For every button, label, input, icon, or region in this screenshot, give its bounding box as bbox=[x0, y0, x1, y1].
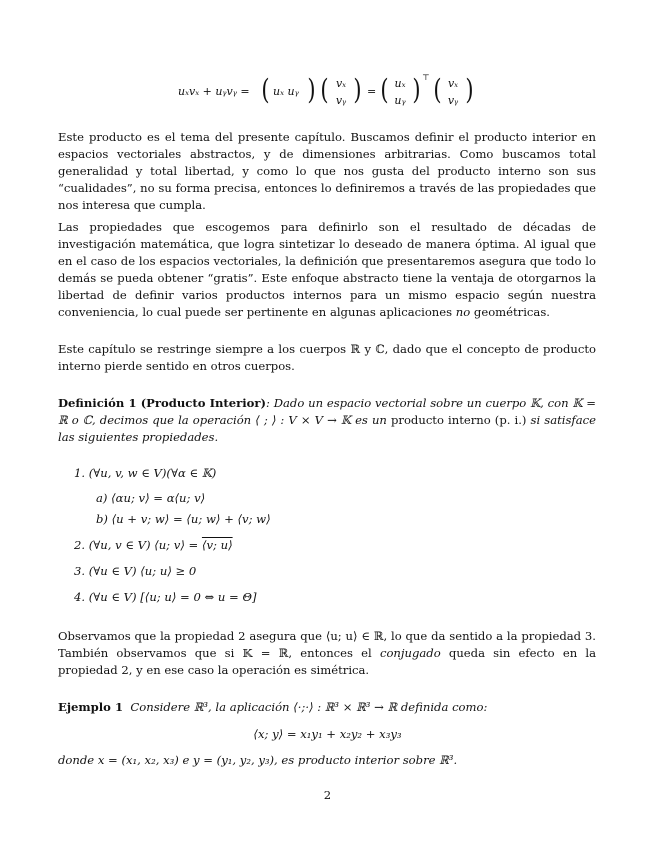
property-2 bbox=[74, 537, 233, 553]
example-heading: Ejemplo 1 bbox=[58, 700, 124, 714]
column-vector-u bbox=[389, 75, 411, 109]
definition-heading: Definición 1 (Producto Interior) bbox=[58, 396, 267, 410]
property-1b: b) ⟨u + v; w⟩ = ⟨u; w⟩ + ⟨v; w⟩ bbox=[96, 512, 271, 526]
example-1 bbox=[58, 699, 596, 716]
property-1a: a) ⟨αu; v⟩ = α⟨u; v⟩ bbox=[96, 491, 206, 505]
definition-term: producto interno (p. i.) bbox=[386, 412, 531, 427]
paragraph-intro: Este producto es el tema del presente capítulo. Buscamos definir el producto interior en espacios vectoriales abstractos, y de dimensiones arbitrarias. Como buscamos total generalidad y total libertad, y como lo que nos gusta del producto interno son sus “cualidades”, no su forma precisa, entonces lo definiremos a través de las propiedades que nos interesa que cumpla. bbox=[58, 130, 596, 212]
equation-dot-product bbox=[178, 74, 478, 110]
vector-entry: vᵧ bbox=[335, 94, 347, 107]
example-closing: donde x = (x₁, x₂, x₃) e y = (y₁, y₂, y₃), es producto interior sobre ℝ³. bbox=[58, 753, 458, 767]
paren-close: ) bbox=[353, 73, 362, 106]
paren-close: ) bbox=[307, 73, 316, 106]
property-3: 3. (∀u ∈ V) ⟨u; u⟩ ≥ 0 bbox=[74, 564, 197, 578]
paragraph-text: geométricas. bbox=[473, 304, 550, 319]
paragraph-properties bbox=[58, 219, 596, 320]
example-formula: ⟨x; y⟩ = x₁y₁ + x₂y₂ + x₃y₃ bbox=[253, 727, 402, 741]
paren-open: ( bbox=[320, 73, 329, 106]
property-text: 2. (∀u, v ∈ V) ⟨u; v⟩ = bbox=[74, 538, 202, 552]
page-number: 2 bbox=[323, 788, 332, 802]
row-vector: uₓ uᵧ bbox=[273, 85, 299, 98]
emphasis-no: no bbox=[455, 304, 471, 319]
paren-open: ( bbox=[433, 73, 442, 106]
example-text: Considere ℝ³, la aplicación ⟨·;·⟩ : ℝ³ × ℝ³ → ℝ definida como: bbox=[130, 700, 488, 714]
equation-lhs: uₓvₓ + uᵧvᵧ = bbox=[178, 85, 250, 98]
paragraph-text: queda sin efecto en la propiedad 2, y en ese caso la operación es simétrica. bbox=[58, 645, 596, 677]
paren-open: ( bbox=[380, 73, 389, 106]
paren-open: ( bbox=[261, 73, 270, 106]
transpose-symbol: ⊤ bbox=[422, 73, 430, 82]
vector-entry: vₓ bbox=[447, 77, 459, 90]
definition-text: : Dado un espacio vectorial sobre un cuerpo 𝕂, con 𝕂 = ℝ o ℂ, decimos que la operación ⟨ ; ⟩ : V × V → 𝕂 es un bbox=[58, 396, 596, 427]
definition-text: si satisface las siguientes propiedades. bbox=[58, 412, 596, 444]
property-1: 1. (∀u, v, w ∈ V)(∀α ∈ 𝕂) bbox=[74, 466, 217, 480]
conjugate-term: ⟨v; u⟩ bbox=[201, 538, 233, 552]
vector-entry: uᵧ bbox=[394, 94, 406, 107]
property-4: 4. (∀u ∈ V) [⟨u; u⟩ = 0 ⇔ u = Θ] bbox=[74, 590, 257, 604]
paren-close: ) bbox=[412, 73, 421, 106]
paragraph-observation bbox=[58, 628, 596, 679]
paragraph-text: Las propiedades que escogemos para definirlo son el resultado de décadas de investigación matemática, que logra sintetizar lo deseado de manera óptima. Al igual que en el caso de los espacios vectoriales, la definición que presentaremos asegura que todo lo demás se pueda obtener “gratis”. Este enfoque abstracto tiene la ventaja de otorgarnos la libertad de definir varios productos internos para un mismo espacio según nuestra conveniencia, lo cual puede ser pertinente en algunas aplicaciones bbox=[58, 220, 596, 319]
column-vector-v bbox=[442, 75, 464, 109]
vector-entry: vₓ bbox=[335, 77, 347, 90]
vector-entry: uₓ bbox=[394, 77, 406, 90]
emphasis-conjugado: conjugado bbox=[379, 645, 441, 660]
paragraph-fields: Este capítulo se restringe siempre a los cuerpos ℝ y ℂ, dado que el concepto de producto interno pierde sentido en otros cuerpos. bbox=[58, 342, 596, 373]
paren-close: ) bbox=[465, 73, 474, 106]
paragraph-text: Observamos que la propiedad 2 asegura que ⟨u; u⟩ ∈ ℝ, lo que da sentido a la propiedad 3. También observamos que si 𝕂 = ℝ, entonces el bbox=[58, 629, 596, 660]
vector-entry: vᵧ bbox=[447, 94, 459, 107]
column-vector-v bbox=[330, 75, 352, 109]
definition-1 bbox=[58, 395, 596, 446]
equals-sign: = bbox=[367, 85, 377, 98]
